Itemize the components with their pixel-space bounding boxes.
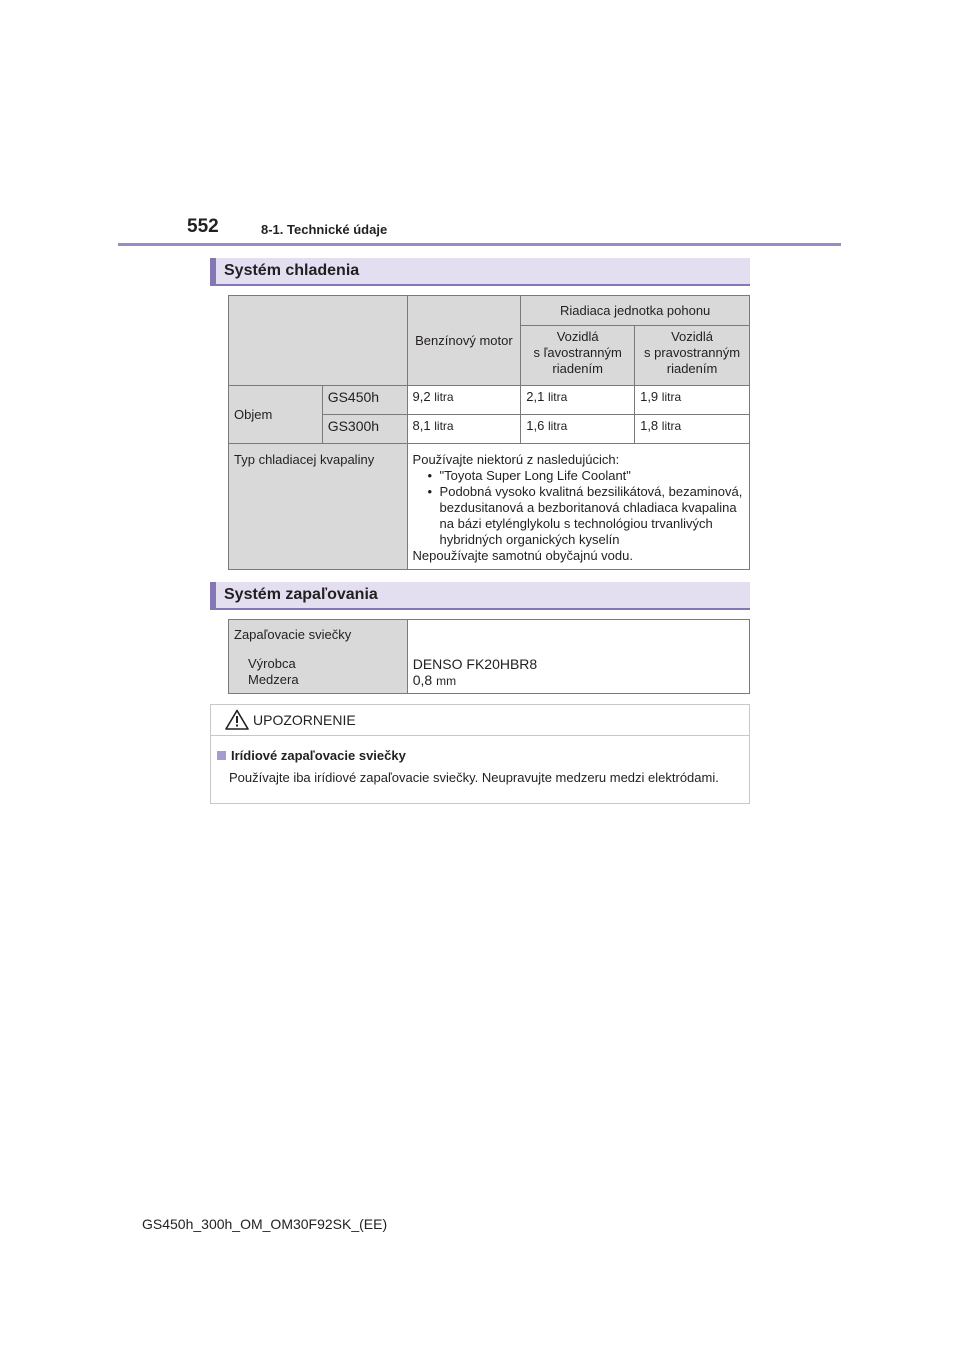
row-label-coolant: Typ chladiacej kvapaliny — [229, 444, 408, 570]
spark-plug-label-cell: Zapaľovacie sviečky Výrobca Medzera — [229, 620, 408, 694]
value-cell-lhd: 2,1 litra — [521, 386, 635, 415]
ignition-spec-table — [228, 619, 750, 694]
maker-value: DENSO FK20HBR8 — [412, 656, 538, 672]
caution-box — [210, 704, 750, 804]
square-bullet-icon — [217, 751, 226, 760]
spark-plug-value-cell — [407, 620, 749, 694]
section-ignition-heading — [210, 582, 750, 610]
gap-value: 0,8 mm — [412, 672, 457, 688]
caution-subtitle: Irídiové zapaľovacie sviečky — [217, 748, 406, 763]
col-header-pcu: Riadiaca jednotka pohonu — [521, 296, 750, 326]
value-cell-lhd: 1,6 litra — [521, 415, 635, 444]
caution-header — [211, 705, 749, 736]
col-header-rhd: Vozidlá s pravostranným riadením — [635, 326, 750, 386]
section-cooling-heading — [210, 258, 750, 286]
gap-label: Medzera — [248, 672, 299, 687]
value-cell-rhd: 1,9 litra — [635, 386, 750, 415]
value-cell-engine: 8,1 litra — [407, 415, 521, 444]
chapter-title: 8-1. Technické údaje — [261, 222, 388, 237]
caution-text: Používajte iba irídiové zapaľovacie sviečky. Neupravujte medzeru medzi elektródami. — [229, 770, 719, 785]
table-corner-cell — [229, 296, 408, 386]
list-item: • Podobná vysoko kvalitná bezsilikátová, bezaminová, bezdusitanová a bezboritanová chladiaca kvapalina na bázi etylénglykolu s technológiou trvanlivých hybridných organických kyselín — [440, 484, 744, 548]
model-cell: GS300h — [322, 415, 407, 444]
value-cell-engine: 9,2 litra — [407, 386, 521, 415]
footer-doc-id: GS450h_300h_OM_OM30F92SK_(EE) — [142, 1216, 388, 1232]
cooling-spec-table — [228, 295, 750, 570]
warning-triangle-icon — [225, 709, 249, 730]
list-item: • "Toyota Super Long Life Coolant" — [440, 468, 744, 484]
page-number: 552 — [187, 216, 219, 237]
col-header-lhd: Vozidlá s ľavostranným riadením — [521, 326, 635, 386]
value-cell-rhd: 1,8 litra — [635, 415, 750, 444]
section-cooling-title: Systém chladenia — [224, 262, 360, 279]
section-ignition-title: Systém zapaľovania — [224, 586, 378, 603]
maker-label: Výrobca — [248, 656, 296, 671]
coolant-description: Používajte niektorú z nasledujúcich: • "Toyota Super Long Life Coolant" • Podobná vysoko kvalitná bezsilikátová, bezaminová, bezdusitanová a bezboritanová chladiaca kvapalina na bázi etylénglykolu s technológiou trvanlivých hybridných organických kyselín Nepoužívajte samotnú obyčajnú vodu. — [407, 444, 749, 570]
row-label-capacity: Objem — [229, 386, 323, 444]
col-header-engine: Benzínový motor — [407, 296, 521, 386]
model-cell: GS450h — [322, 386, 407, 415]
table-row — [229, 386, 750, 415]
table-row — [229, 444, 750, 570]
header-divider — [118, 243, 841, 246]
caution-title: UPOZORNENIE — [253, 712, 356, 728]
